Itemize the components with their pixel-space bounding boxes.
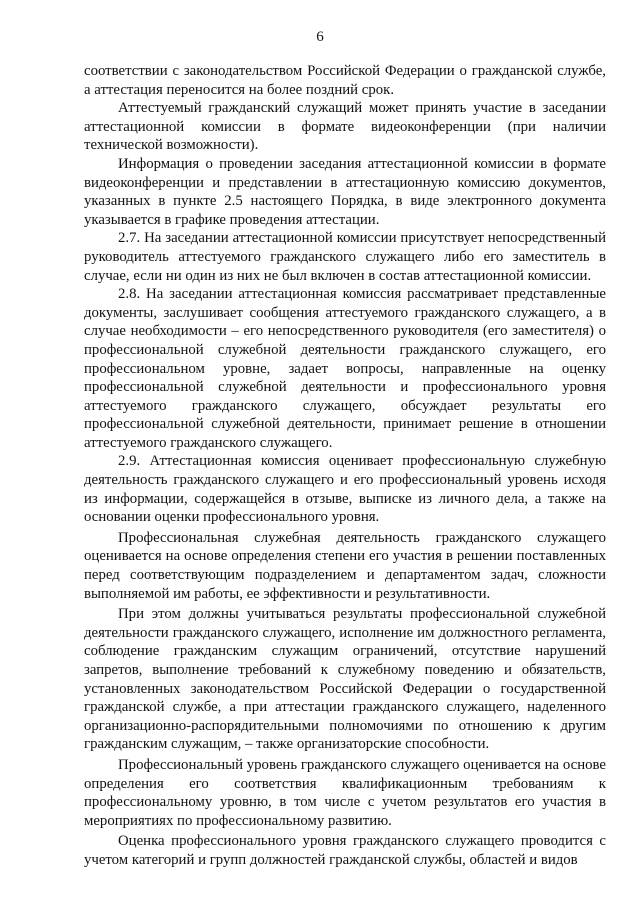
- paragraph: Оценка профессионального уровня гражданского служащего проводится с учетом категорий и групп должностей гражданской службы, областей и видов: [84, 833, 606, 868]
- paragraph-2-7: 2.7. На заседании аттестационной комиссии присутствует непосредственный руководитель аттестуемого гражданского служащего либо его заместитель в случае, если ни один из них не был включен в состав аттестационной комиссии.: [84, 230, 606, 284]
- paragraph: Профессиональная служебная деятельность гражданского служащего оценивается на основе определения степени его участия в решении поставленных перед соответствующим подразделением и департаментом задач, сложности выполняемой им работы, ее эффективности и результативности.: [84, 529, 606, 602]
- paragraph-2-9: 2.9. Аттестационная комиссия оценивает профессиональную служебную деятельность гражданского служащего и его профессиональный уровень исходя из информации, содержащейся в отзыве, выписке из личного дела, а также на основании оценки профессионального уровня.: [84, 453, 606, 526]
- paragraph: При этом должны учитываться результаты профессиональной служебной деятельности гражданского служащего, исполнение им должностного регламента, соблюдение гражданским служащим ограничений, отсутствие нарушений запретов, выполнение требований к служебному поведению и обязательств, установленных законодательством Российской Федерации о государственной гражданской службе, а при аттестации гражданского служащего, наделенного организационно-распорядительными полномочиями по отношению к другим гражданским служащим, – также организаторские способности.: [84, 606, 606, 753]
- paragraph: соответствии с законодательством Российской Федерации о гражданской службе, а аттестация переносится на более поздний срок.: [84, 63, 606, 98]
- paragraph: Аттестуемый гражданский служащий может принять участие в заседании аттестационной комиссии в формате видеоконференции (при наличии технической возможности).: [84, 100, 606, 154]
- paragraph-2-8: 2.8. На заседании аттестационная комиссия рассматривает представленные документы, заслушивает сообщения аттестуемого гражданского служащего, а в случае необходимости – его непосредственного руководителя (его заместителя) о профессиональной служебной деятельности гражданского служащего, его профессиональном уровне, задает вопросы, направленные на оценку профессиональной служебной деятельности и профессионального уровня аттестуемого гражданского служащего, обсуждает результаты его профессиональной служебной деятельности, принимает решение в отношении аттестуемого гражданского служащего.: [84, 286, 606, 451]
- paragraph: Информация о проведении заседания аттестационной комиссии в формате видеоконференции и представлении в аттестационную комиссию документов, указанных в пункте 2.5 настоящего Порядка, в виде электронного документа указывается в графике проведения аттестации.: [84, 155, 606, 228]
- paragraph: Профессиональный уровень гражданского служащего оценивается на основе определения его соответствия квалификационным требованиям к профессиональному уровню, в том числе с учетом результатов его участия в мероприятиях по профессиональному развитию.: [84, 756, 606, 829]
- page-number: 6: [316, 29, 324, 45]
- document-body: [84, 62, 606, 870]
